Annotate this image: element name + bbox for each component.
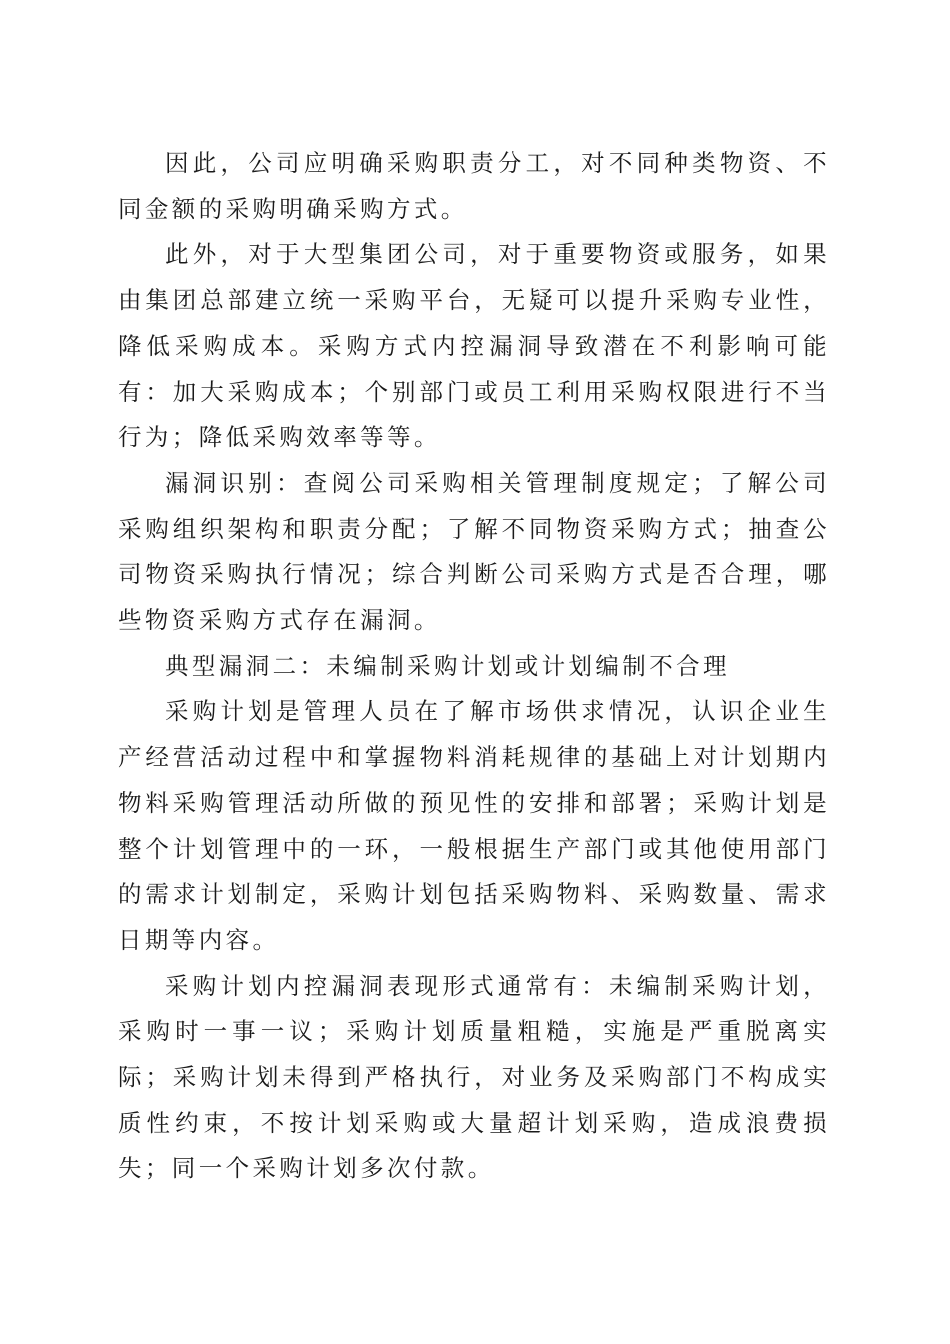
document-body (118, 141, 830, 1192)
paragraph-4: 采购计划是管理人员在了解市场供求情况，认识企业生产经营活动过程中和掌握物料消耗规律的基础上对计划期内物料采购管理活动所做的预见性的安排和部署；采购计划是整个计划管理中的一环，一般根据生产部门或其他使用部门的需求计划制定，采购计划包括采购物料、采购数量、需求日期等内容。 (118, 697, 830, 954)
paragraph-1: 因此，公司应明确采购职责分工，对不同种类物资、不同金额的采购明确采购方式。 (118, 149, 830, 223)
section-heading: 典型漏洞二：未编制采购计划或计划编制不合理 (165, 651, 730, 680)
paragraph-5: 采购计划内控漏洞表现形式通常有：未编制采购计划，采购时一事一议；采购计划质量粗糙，实施是严重脱离实际；采购计划未得到严格执行，对业务及采购部门不构成实质性约束，不按计划采购或大量超计划采购，造成浪费损失；同一个采购计划多次付款。 (118, 971, 830, 1183)
paragraph-2: 此外，对于大型集团公司，对于重要物资或服务，如果由集团总部建立统一采购平台，无疑可以提升采购专业性，降低采购成本。采购方式内控漏洞导致潜在不利影响可能有：加大采购成本；个别部门或员工利用采购权限进行不当行为；降低采购效率等等。 (118, 240, 830, 452)
paragraph-3: 漏洞识别：查阅公司采购相关管理制度规定；了解公司采购组织架构和职责分配；了解不同物资采购方式；抽查公司物资采购执行情况；综合判断公司采购方式是否合理，哪些物资采购方式存在漏洞。 (118, 468, 830, 635)
